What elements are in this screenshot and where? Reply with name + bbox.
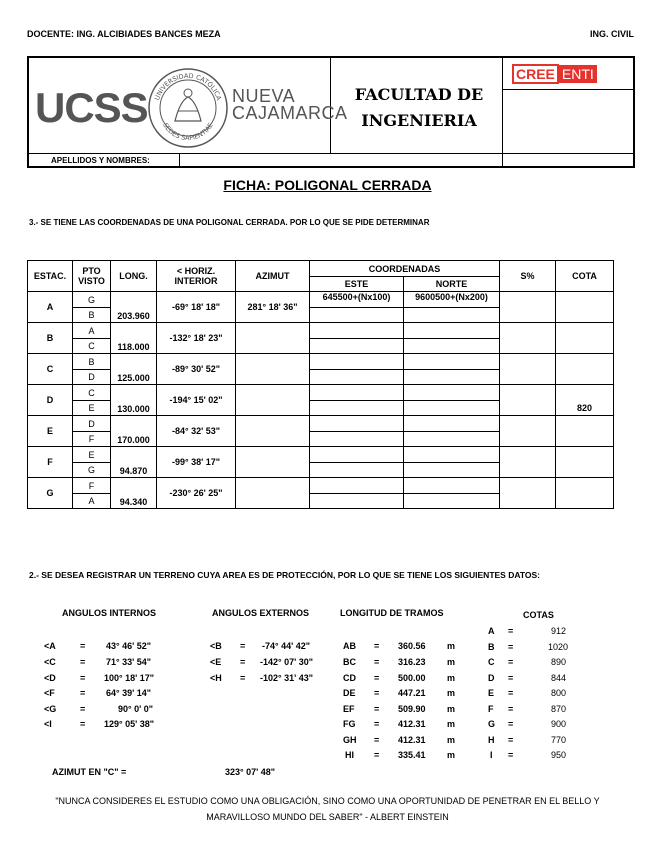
tramo-name: CD xyxy=(343,673,356,683)
cota-value: 870 xyxy=(551,704,567,714)
internos-eq: = xyxy=(80,657,86,667)
internos-eq: = xyxy=(80,704,86,714)
cota-value: 950 xyxy=(551,750,567,760)
cell-long: 203.960 xyxy=(111,292,157,323)
tramo-unit: m xyxy=(447,688,456,698)
tramo-value: 509.90 xyxy=(398,704,426,714)
internos-value: 129° 05' 38" xyxy=(104,719,155,729)
internos-title: ANGULOS INTERNOS xyxy=(62,608,157,618)
tramo-eq: = xyxy=(374,688,380,698)
cell-angle: -194° 15' 02" xyxy=(157,385,236,416)
tramo-name: DE xyxy=(343,688,356,698)
cell-azimut xyxy=(236,416,310,447)
docente-label: DOCENTE: ING. ALCIBIADES BANCES MEZA xyxy=(27,29,221,39)
cell-norte xyxy=(404,447,500,463)
page-title: FICHA: POLIGONAL CERRADA xyxy=(223,177,432,193)
cell-norte xyxy=(404,478,500,494)
cell-azimut xyxy=(236,323,310,354)
tramo-eq: = xyxy=(374,673,380,683)
tramo-unit: m xyxy=(447,750,456,760)
cell-norte xyxy=(404,416,500,432)
cell-visto: C xyxy=(73,385,111,401)
cell-visto: A xyxy=(73,494,111,509)
cell-cota xyxy=(556,447,614,478)
tramo-name: EF xyxy=(343,704,355,714)
cota-eq: = xyxy=(508,657,514,667)
cell-norte-2 xyxy=(404,401,500,416)
azimut-c-value: 323° 07' 48" xyxy=(225,767,276,777)
cell-angle: -230° 26' 25" xyxy=(157,478,236,509)
cell-norte xyxy=(404,323,500,339)
question-3: 3.- SE TIENE LAS COORDENADAS DE UNA POLIGONAL CERRADA. POR LO QUE SE PIDE DETERMINAR xyxy=(29,218,430,227)
externos-value: -74° 44' 42" xyxy=(262,641,311,651)
externos-name: <B xyxy=(210,641,222,651)
cell-azimut xyxy=(236,447,310,478)
cota-name: I xyxy=(490,750,493,760)
tramo-unit: m xyxy=(447,735,456,745)
cotas-title: COTAS xyxy=(523,610,554,620)
quote-line-2: MARAVILLOSO MUNDO DEL SABER" - ALBERT EINSTEIN xyxy=(206,812,449,822)
cell-visto: G xyxy=(73,463,111,478)
cell-visto: A xyxy=(73,323,111,339)
cell-long: 94.340 xyxy=(111,478,157,509)
cell-este xyxy=(310,354,404,370)
cell-este-2 xyxy=(310,494,404,509)
col-coordenadas: COORDENADAS xyxy=(310,261,500,277)
cell-estac: C xyxy=(28,354,73,385)
tramos-title: LONGITUD DE TRAMOS xyxy=(340,608,444,618)
internos-eq: = xyxy=(80,688,86,698)
cell-cota xyxy=(556,323,614,354)
cell-norte-2 xyxy=(404,494,500,509)
tramo-unit: m xyxy=(447,704,456,714)
internos-value: 100° 18' 17" xyxy=(104,673,155,683)
cell-norte-2 xyxy=(404,339,500,354)
cell-norte-2 xyxy=(404,432,500,447)
cota-value: 844 xyxy=(551,673,567,683)
divider xyxy=(502,89,635,90)
internos-value: 43° 46' 52" xyxy=(106,641,152,651)
internos-value: 71° 33' 54" xyxy=(106,657,152,667)
cell-s xyxy=(500,447,556,478)
tramo-unit: m xyxy=(447,641,456,651)
cota-eq: = xyxy=(508,735,514,745)
divider xyxy=(179,153,180,168)
cell-estac: E xyxy=(28,416,73,447)
poligonal-table xyxy=(27,260,614,509)
col-s: S% xyxy=(500,261,556,292)
cell-norte-2 xyxy=(404,463,500,478)
university-seal-icon xyxy=(147,67,229,149)
internos-name: <I xyxy=(44,719,52,729)
cell-cota: 820 xyxy=(556,385,614,416)
cree-logo xyxy=(512,64,597,86)
tramo-name: BC xyxy=(343,657,356,667)
cota-value: 770 xyxy=(551,735,567,745)
internos-name: <F xyxy=(44,688,55,698)
tramo-value: 412.31 xyxy=(398,735,426,745)
cell-long: 118.000 xyxy=(111,323,157,354)
externos-eq: = xyxy=(240,657,246,667)
cell-estac: A xyxy=(28,292,73,323)
cell-long: 170.000 xyxy=(111,416,157,447)
seal-top-text: UNIVERSIDAD CATÓLICA xyxy=(153,71,223,102)
cell-long: 130.000 xyxy=(111,385,157,416)
tramo-value: 360.56 xyxy=(398,641,426,651)
col-este: ESTE xyxy=(310,277,404,292)
externos-eq: = xyxy=(240,641,246,651)
cota-name: H xyxy=(488,735,495,745)
cell-este-2 xyxy=(310,401,404,416)
cell-visto: G xyxy=(73,292,111,308)
cell-visto: B xyxy=(73,354,111,370)
cota-name: E xyxy=(488,688,495,698)
cell-visto: E xyxy=(73,401,111,416)
tramo-unit: m xyxy=(447,657,456,667)
header-box xyxy=(27,56,635,168)
tramo-eq: = xyxy=(374,719,380,729)
tramo-eq: = xyxy=(374,704,380,714)
cell-visto: C xyxy=(73,339,111,354)
cell-s xyxy=(500,292,556,323)
cell-cota xyxy=(556,416,614,447)
cota-eq: = xyxy=(508,750,514,760)
cell-estac: B xyxy=(28,323,73,354)
cell-norte-2 xyxy=(404,308,500,323)
internos-name: <G xyxy=(44,704,57,714)
cota-eq: = xyxy=(508,688,514,698)
tramo-value: 500.00 xyxy=(398,673,426,683)
cell-estac: D xyxy=(28,385,73,416)
cell-norte xyxy=(404,354,500,370)
faculty-line-1: FACULTAD DE xyxy=(354,85,484,104)
cell-estac: G xyxy=(28,478,73,509)
internos-name: <A xyxy=(44,641,56,651)
cota-value: 912 xyxy=(551,626,567,636)
cree-logo-b: ENTI xyxy=(559,65,597,83)
cell-estac: F xyxy=(28,447,73,478)
col-norte: NORTE xyxy=(404,277,500,292)
divider xyxy=(29,153,635,154)
cell-este-2 xyxy=(310,432,404,447)
cota-name: B xyxy=(488,642,495,652)
svg-text:SEDES SAPIENTIAE xyxy=(161,122,215,142)
cell-s xyxy=(500,385,556,416)
ucss-logo-text: UCSS xyxy=(35,84,148,131)
col-horiz-interior: < HORIZ. INTERIOR xyxy=(157,261,236,292)
externos-value: -142° 07' 30" xyxy=(260,657,314,667)
cell-cota xyxy=(556,292,614,323)
tramo-unit: m xyxy=(447,719,456,729)
cell-este-2 xyxy=(310,370,404,385)
col-pto-visto: PTO VISTO xyxy=(73,261,111,292)
externos-value: -102° 31' 43" xyxy=(260,673,314,683)
col-estac: ESTAC. xyxy=(28,261,73,292)
col-azimut: AZIMUT xyxy=(236,261,310,292)
tramo-eq: = xyxy=(374,657,380,667)
cell-s xyxy=(500,323,556,354)
cell-este xyxy=(310,416,404,432)
cell-este-2 xyxy=(310,463,404,478)
cell-s xyxy=(500,354,556,385)
cell-azimut: 281° 18' 36" xyxy=(236,292,310,323)
cell-s xyxy=(500,416,556,447)
cell-long: 125.000 xyxy=(111,354,157,385)
internos-eq: = xyxy=(80,673,86,683)
campus-name xyxy=(232,88,348,122)
faculty-title xyxy=(334,82,504,134)
cell-norte-2 xyxy=(404,370,500,385)
cell-angle: -89° 30' 52" xyxy=(157,354,236,385)
tramo-eq: = xyxy=(374,750,380,760)
cell-este-2 xyxy=(310,339,404,354)
cell-visto: E xyxy=(73,447,111,463)
quote-line-1: "NUNCA CONSIDERES EL ESTUDIO COMO UNA OBLIGACIÓN, SINO COMO UNA OPORTUNIDAD DE PENETRAR EN EL BELLO Y xyxy=(55,796,600,806)
col-long: LONG. xyxy=(111,261,157,292)
tramo-name: AB xyxy=(343,641,356,651)
cota-value: 800 xyxy=(551,688,567,698)
tramo-unit: m xyxy=(447,673,456,683)
cell-norte xyxy=(404,385,500,401)
externos-title: ANGULOS EXTERNOS xyxy=(212,608,310,618)
seal-bottom-text: SEDES SAPIENTIAE xyxy=(161,121,215,143)
externos-name: <E xyxy=(210,657,222,667)
externos-name: <H xyxy=(210,673,222,683)
cota-value: 900 xyxy=(551,719,567,729)
question-2: 2.- SE DESEA REGISTRAR UN TERRENO CUYA AREA ES DE PROTECCIÓN, POR LO QUE SE TIENE LOS SIGUIENTES DATOS: xyxy=(29,570,541,580)
cota-name: D xyxy=(488,673,495,683)
cell-este xyxy=(310,323,404,339)
cell-azimut xyxy=(236,385,310,416)
names-label: APELLIDOS Y NOMBRES: xyxy=(51,156,150,165)
cell-visto: D xyxy=(73,416,111,432)
tramo-value: 335.41 xyxy=(398,750,426,760)
cell-cota xyxy=(556,354,614,385)
cell-este: 645500+(Nx100) xyxy=(310,292,404,308)
tramo-eq: = xyxy=(374,641,380,651)
tramo-eq: = xyxy=(374,735,380,745)
cota-value: 1020 xyxy=(548,642,569,652)
cell-este xyxy=(310,447,404,463)
career-label: ING. CIVIL xyxy=(589,29,634,39)
cell-visto: F xyxy=(73,432,111,447)
internos-eq: = xyxy=(80,641,86,651)
internos-name: <D xyxy=(44,673,56,683)
cell-este-2 xyxy=(310,308,404,323)
cota-eq: = xyxy=(508,719,514,729)
externos-eq: = xyxy=(240,673,246,683)
cree-logo-a: CREE xyxy=(512,64,559,84)
tramo-value: 412.31 xyxy=(398,719,426,729)
cell-angle: -132° 18' 23" xyxy=(157,323,236,354)
internos-eq: = xyxy=(80,719,86,729)
cell-visto: D xyxy=(73,370,111,385)
internos-value: 64° 39' 14" xyxy=(106,688,152,698)
cell-angle: -99° 38' 17" xyxy=(157,447,236,478)
col-cota: COTA xyxy=(556,261,614,292)
tramo-value: 316.23 xyxy=(398,657,426,667)
campus-line-2: CAJAMARCA xyxy=(232,103,348,123)
cell-cota xyxy=(556,478,614,509)
cota-eq: = xyxy=(508,626,514,636)
cell-visto: B xyxy=(73,308,111,323)
tramo-value: 447.21 xyxy=(398,688,426,698)
faculty-line-2: INGENIERIA xyxy=(361,111,477,130)
cota-value: 890 xyxy=(551,657,567,667)
tramo-name: FG xyxy=(343,719,356,729)
cell-s xyxy=(500,478,556,509)
azimut-c-label: AZIMUT EN "C" = xyxy=(52,767,127,777)
tramo-name: HI xyxy=(345,750,354,760)
internos-name: <C xyxy=(44,657,56,667)
cell-visto: F xyxy=(73,478,111,494)
cell-norte: 9600500+(Nx200) xyxy=(404,292,500,308)
cota-eq: = xyxy=(508,704,514,714)
internos-value: 90° 0' 0" xyxy=(118,704,154,714)
cell-angle: -69° 18' 18" xyxy=(157,292,236,323)
cell-este xyxy=(310,385,404,401)
cota-name: G xyxy=(488,719,496,729)
cota-name: F xyxy=(488,704,494,714)
cell-azimut xyxy=(236,478,310,509)
campus-line-1: NUEVA xyxy=(232,86,296,106)
einstein-quote xyxy=(0,793,655,825)
cota-eq: = xyxy=(508,673,514,683)
cell-long: 94.870 xyxy=(111,447,157,478)
cota-name: A xyxy=(488,626,495,636)
cell-azimut xyxy=(236,354,310,385)
cota-eq: = xyxy=(508,642,514,652)
cell-angle: -84° 32' 53" xyxy=(157,416,236,447)
tramo-name: GH xyxy=(343,735,357,745)
cota-name: C xyxy=(488,657,495,667)
cell-este xyxy=(310,478,404,494)
